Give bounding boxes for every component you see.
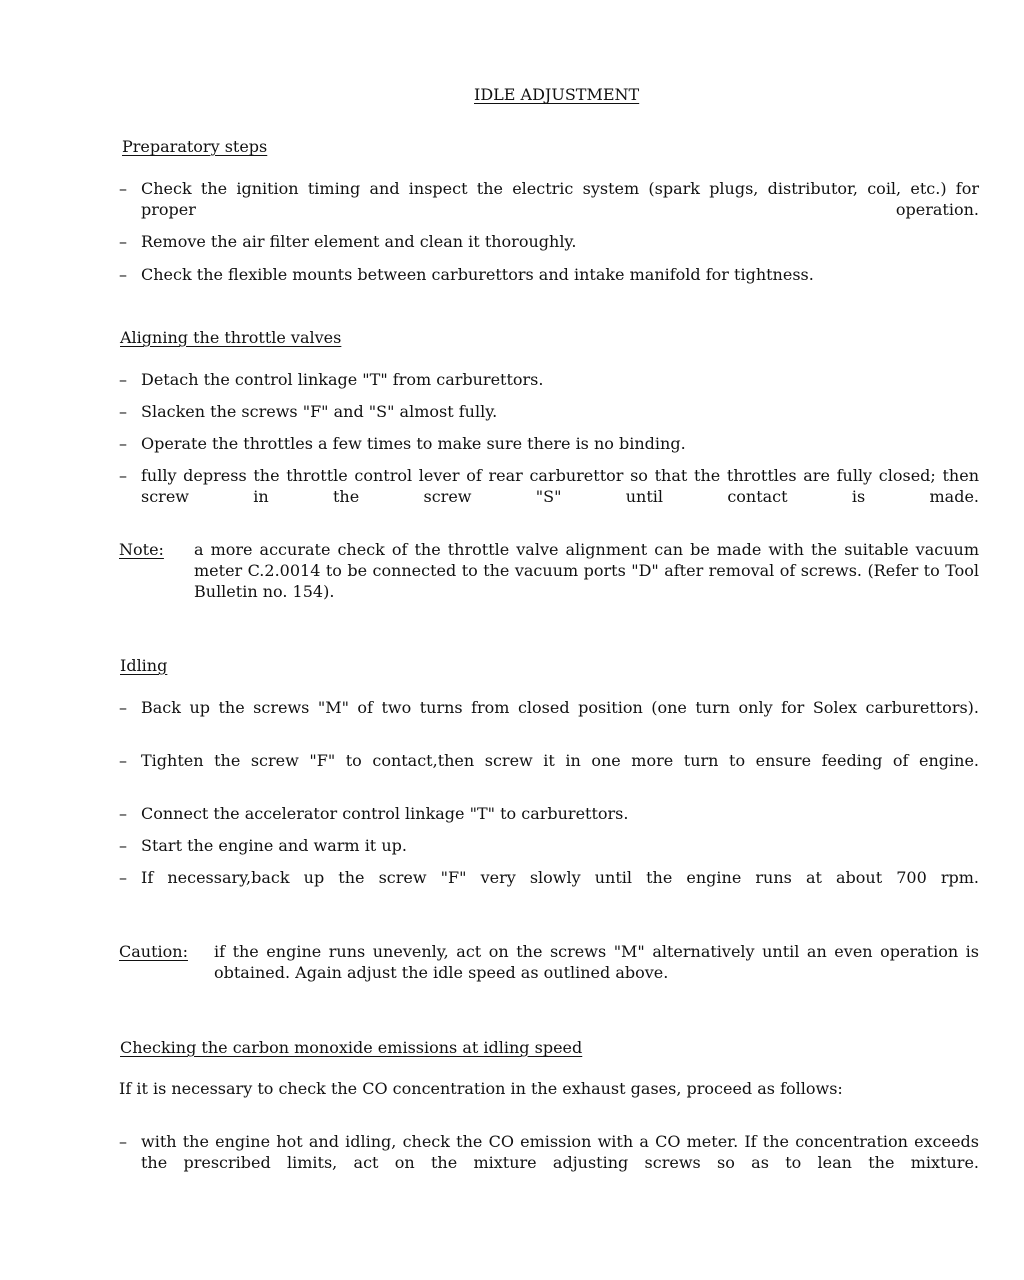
bullet-dash: – — [119, 698, 127, 717]
bullet-dash: – — [119, 466, 127, 485]
item-text: Tighten the screw "F" to contact,then screw it in one more turn to ensure feeding of engine. — [141, 751, 979, 770]
caution-label: Caution: — [119, 942, 188, 961]
item-text: If necessary,back up the screw "F" very slowly until the engine runs at about 700 rpm. — [141, 868, 979, 887]
list-item — [119, 1131, 979, 1194]
bullet-dash: – — [119, 434, 127, 453]
list-item — [119, 231, 979, 252]
bullet-dash: – — [119, 836, 127, 855]
item-text: Check the flexible mounts between carburettors and intake manifold for tightness. — [141, 265, 814, 284]
caution-text: if the engine runs unevenly, act on the screws "M" alternatively until an even operation is obtained. Again adjust the idle speed as outlined above. — [214, 942, 979, 982]
list-item — [119, 369, 979, 390]
item-text: Start the engine and warm it up. — [141, 836, 407, 855]
bullet-dash: – — [119, 1132, 127, 1151]
caution-block — [119, 941, 979, 983]
heading-aligning: Aligning the throttle valves — [120, 328, 342, 347]
list-item — [119, 835, 979, 856]
note-block — [119, 539, 979, 602]
list-item — [119, 803, 979, 824]
heading-preparatory: Preparatory steps — [122, 137, 268, 156]
bullet-dash: – — [119, 370, 127, 389]
item-text: Connect the accelerator control linkage "T" to carburettors. — [141, 804, 629, 823]
item-text: Back up the screws "M" of two turns from closed position (one turn only for Solex carburettors). — [141, 698, 979, 717]
list-item — [119, 465, 979, 528]
item-text: Remove the air filter element and clean it thoroughly. — [141, 232, 577, 251]
bullet-dash: – — [119, 402, 127, 421]
page-title: IDLE ADJUSTMENT — [474, 85, 640, 104]
bullet-dash: – — [119, 179, 127, 198]
intro-paragraph: If it is necessary to check the CO concentration in the exhaust gases, proceed as follows: — [119, 1079, 843, 1098]
note-text: a more accurate check of the throttle valve alignment can be made with the suitable vacuum meter C.2.0014 to be connected to the vacuum ports "D" after removal of screws. (Refer to Tool Bulletin no. 154). — [194, 540, 979, 601]
item-text: Detach the control linkage "T" from carburettors. — [141, 370, 544, 389]
list-item — [119, 433, 979, 454]
item-text: with the engine hot and idling, check the CO emission with a CO meter. If the concentration exceeds the prescribed limits, act on the mixture adjusting screws so as to lean the mixture. — [141, 1132, 979, 1172]
heading-idling: Idling — [120, 656, 168, 675]
list-item — [119, 750, 979, 792]
bullet-dash: – — [119, 265, 127, 284]
bullet-dash: – — [119, 804, 127, 823]
note-label: Note: — [119, 540, 164, 559]
item-text: Check the ignition timing and inspect the electric system (spark plugs, distributor, coil, etc.) for proper operation. — [141, 179, 979, 219]
item-text: Slacken the screws "F" and "S" almost fully. — [141, 402, 498, 421]
bullet-dash: – — [119, 751, 127, 770]
bullet-dash: – — [119, 868, 127, 887]
bullet-dash: – — [119, 232, 127, 251]
list-item — [119, 697, 979, 739]
item-text: Operate the throttles a few times to make sure there is no binding. — [141, 434, 686, 453]
heading-co-check: Checking the carbon monoxide emissions at idling speed — [120, 1038, 583, 1057]
list-item — [119, 264, 979, 285]
list-item — [119, 867, 979, 909]
list-item — [119, 401, 979, 422]
item-text: fully depress the throttle control lever of rear carburettor so that the throttles are fully closed; then screw in the screw "S" until contact is made. — [141, 466, 979, 506]
